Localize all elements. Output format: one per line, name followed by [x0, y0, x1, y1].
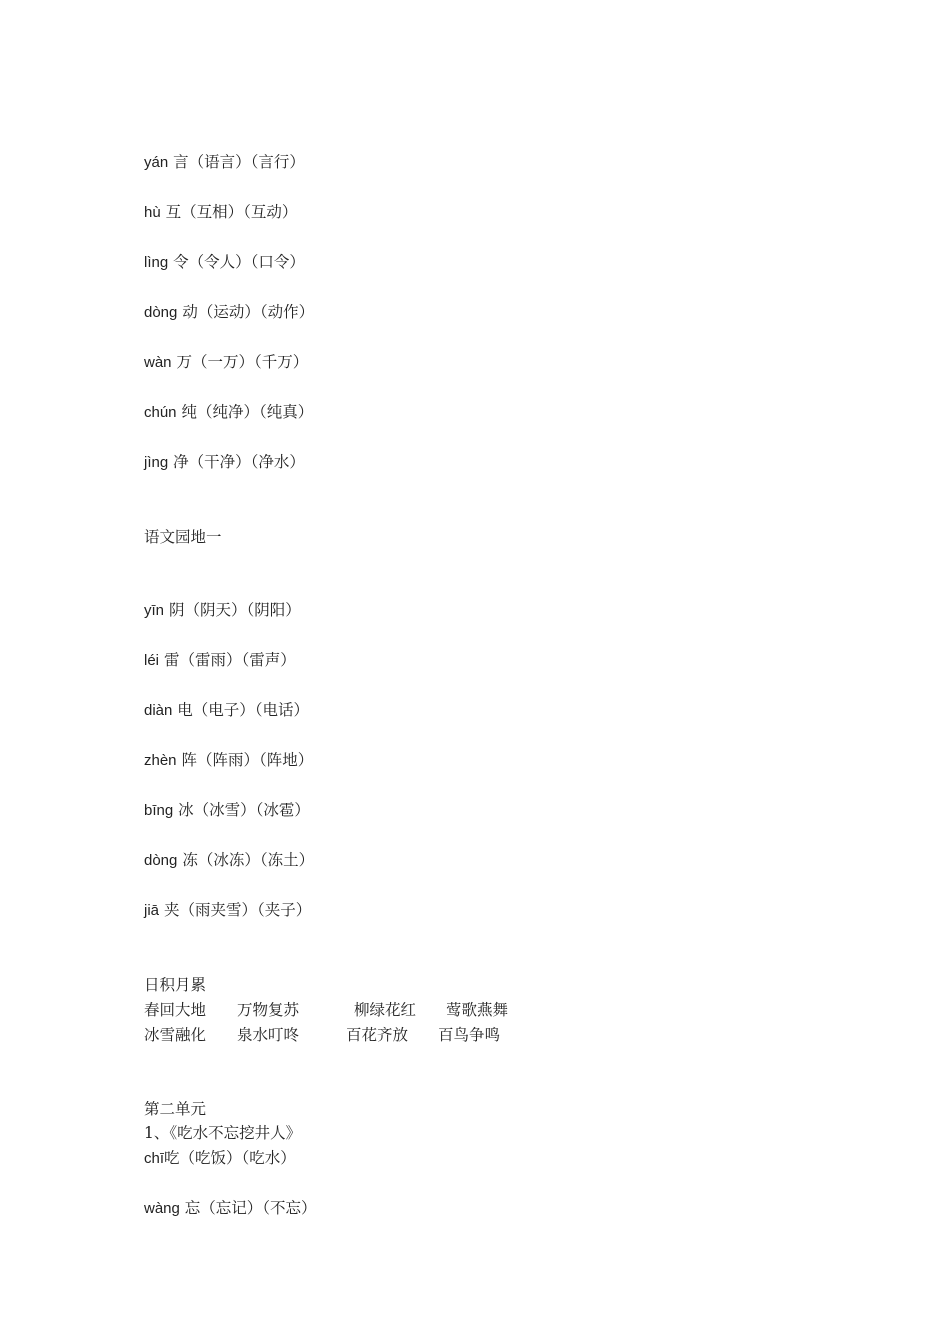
vocab-text: 阵（阵雨）（阵地）	[181, 751, 314, 769]
vocab-entry	[144, 800, 310, 821]
vocab-text: 万（一万）（千万）	[176, 353, 309, 371]
vocab-entry	[144, 600, 301, 621]
vocab-text: 互（互相）（互动）	[165, 203, 298, 221]
vocab-entry	[144, 352, 308, 373]
pinyin: dòng	[144, 852, 178, 869]
vocab-entry	[144, 1148, 296, 1169]
vocab-entry	[144, 750, 313, 771]
section-heading: 第二单元	[144, 1100, 207, 1118]
vocab-entry	[144, 1198, 317, 1219]
pinyin: zhèn	[144, 752, 177, 769]
lesson-title: 1、《吃水不忘挖井人》	[144, 1124, 302, 1142]
vocab-entry	[144, 302, 314, 323]
pinyin: lìng	[144, 254, 169, 271]
pinyin: hù	[144, 204, 161, 221]
vocab-text: 纯（纯净）（纯真）	[181, 403, 314, 421]
section-heading: 日积月累	[144, 976, 207, 994]
pinyin: bīng	[144, 802, 174, 819]
pinyin: wàng	[144, 1200, 180, 1217]
vocab-text: 净（干净）（净水）	[173, 453, 305, 471]
pinyin: jìng	[144, 454, 169, 471]
pinyin: chī	[144, 1150, 165, 1167]
idiom: 泉水叮咚	[237, 1026, 300, 1044]
vocab-entry	[144, 202, 297, 223]
idiom: 柳绿花红	[354, 1001, 417, 1019]
vocab-text: 冰（冰雪）（冰雹）	[178, 801, 310, 819]
section-heading: 语文园地一	[144, 528, 222, 546]
idiom: 百花齐放	[346, 1026, 409, 1044]
vocab-text: 令（令人）（口令）	[173, 253, 305, 271]
vocab-entry	[144, 152, 305, 173]
pinyin: jiā	[144, 902, 160, 919]
pinyin: yán	[144, 154, 169, 171]
vocab-entry	[144, 252, 305, 273]
vocab-text: 电（电子）（电话）	[177, 701, 310, 719]
idiom: 春回大地	[144, 1001, 207, 1019]
vocab-text: 动（运动）（动作）	[182, 303, 315, 321]
vocab-entry	[144, 452, 305, 473]
vocab-entry	[144, 650, 296, 671]
pinyin: wàn	[144, 354, 172, 371]
pinyin: diàn	[144, 702, 173, 719]
pinyin: dòng	[144, 304, 178, 321]
vocab-entry	[144, 402, 313, 423]
vocab-entry	[144, 700, 309, 721]
vocab-text: 雷（雷雨）（雷声）	[163, 651, 296, 669]
vocab-text: 夹（雨夹雪）（夹子）	[163, 901, 312, 919]
pinyin: léi	[144, 652, 160, 669]
idiom: 万物复苏	[237, 1001, 300, 1019]
vocab-entry	[144, 900, 311, 921]
vocab-entry	[144, 850, 314, 871]
idiom: 冰雪融化	[144, 1026, 207, 1044]
idiom: 百鸟争鸣	[438, 1026, 501, 1044]
vocab-text: 言（语言）（言行）	[173, 153, 305, 171]
idiom: 莺歌燕舞	[446, 1001, 509, 1019]
pinyin: chún	[144, 404, 177, 421]
vocab-text: 吃（吃饭）（吃水）	[164, 1149, 296, 1167]
vocab-text: 阴（阴天）（阴阳）	[168, 601, 301, 619]
vocab-text: 忘（忘记）（不忘）	[184, 1199, 317, 1217]
vocab-text: 冻（冰冻）（冻土）	[182, 851, 315, 869]
pinyin: yīn	[144, 602, 165, 619]
